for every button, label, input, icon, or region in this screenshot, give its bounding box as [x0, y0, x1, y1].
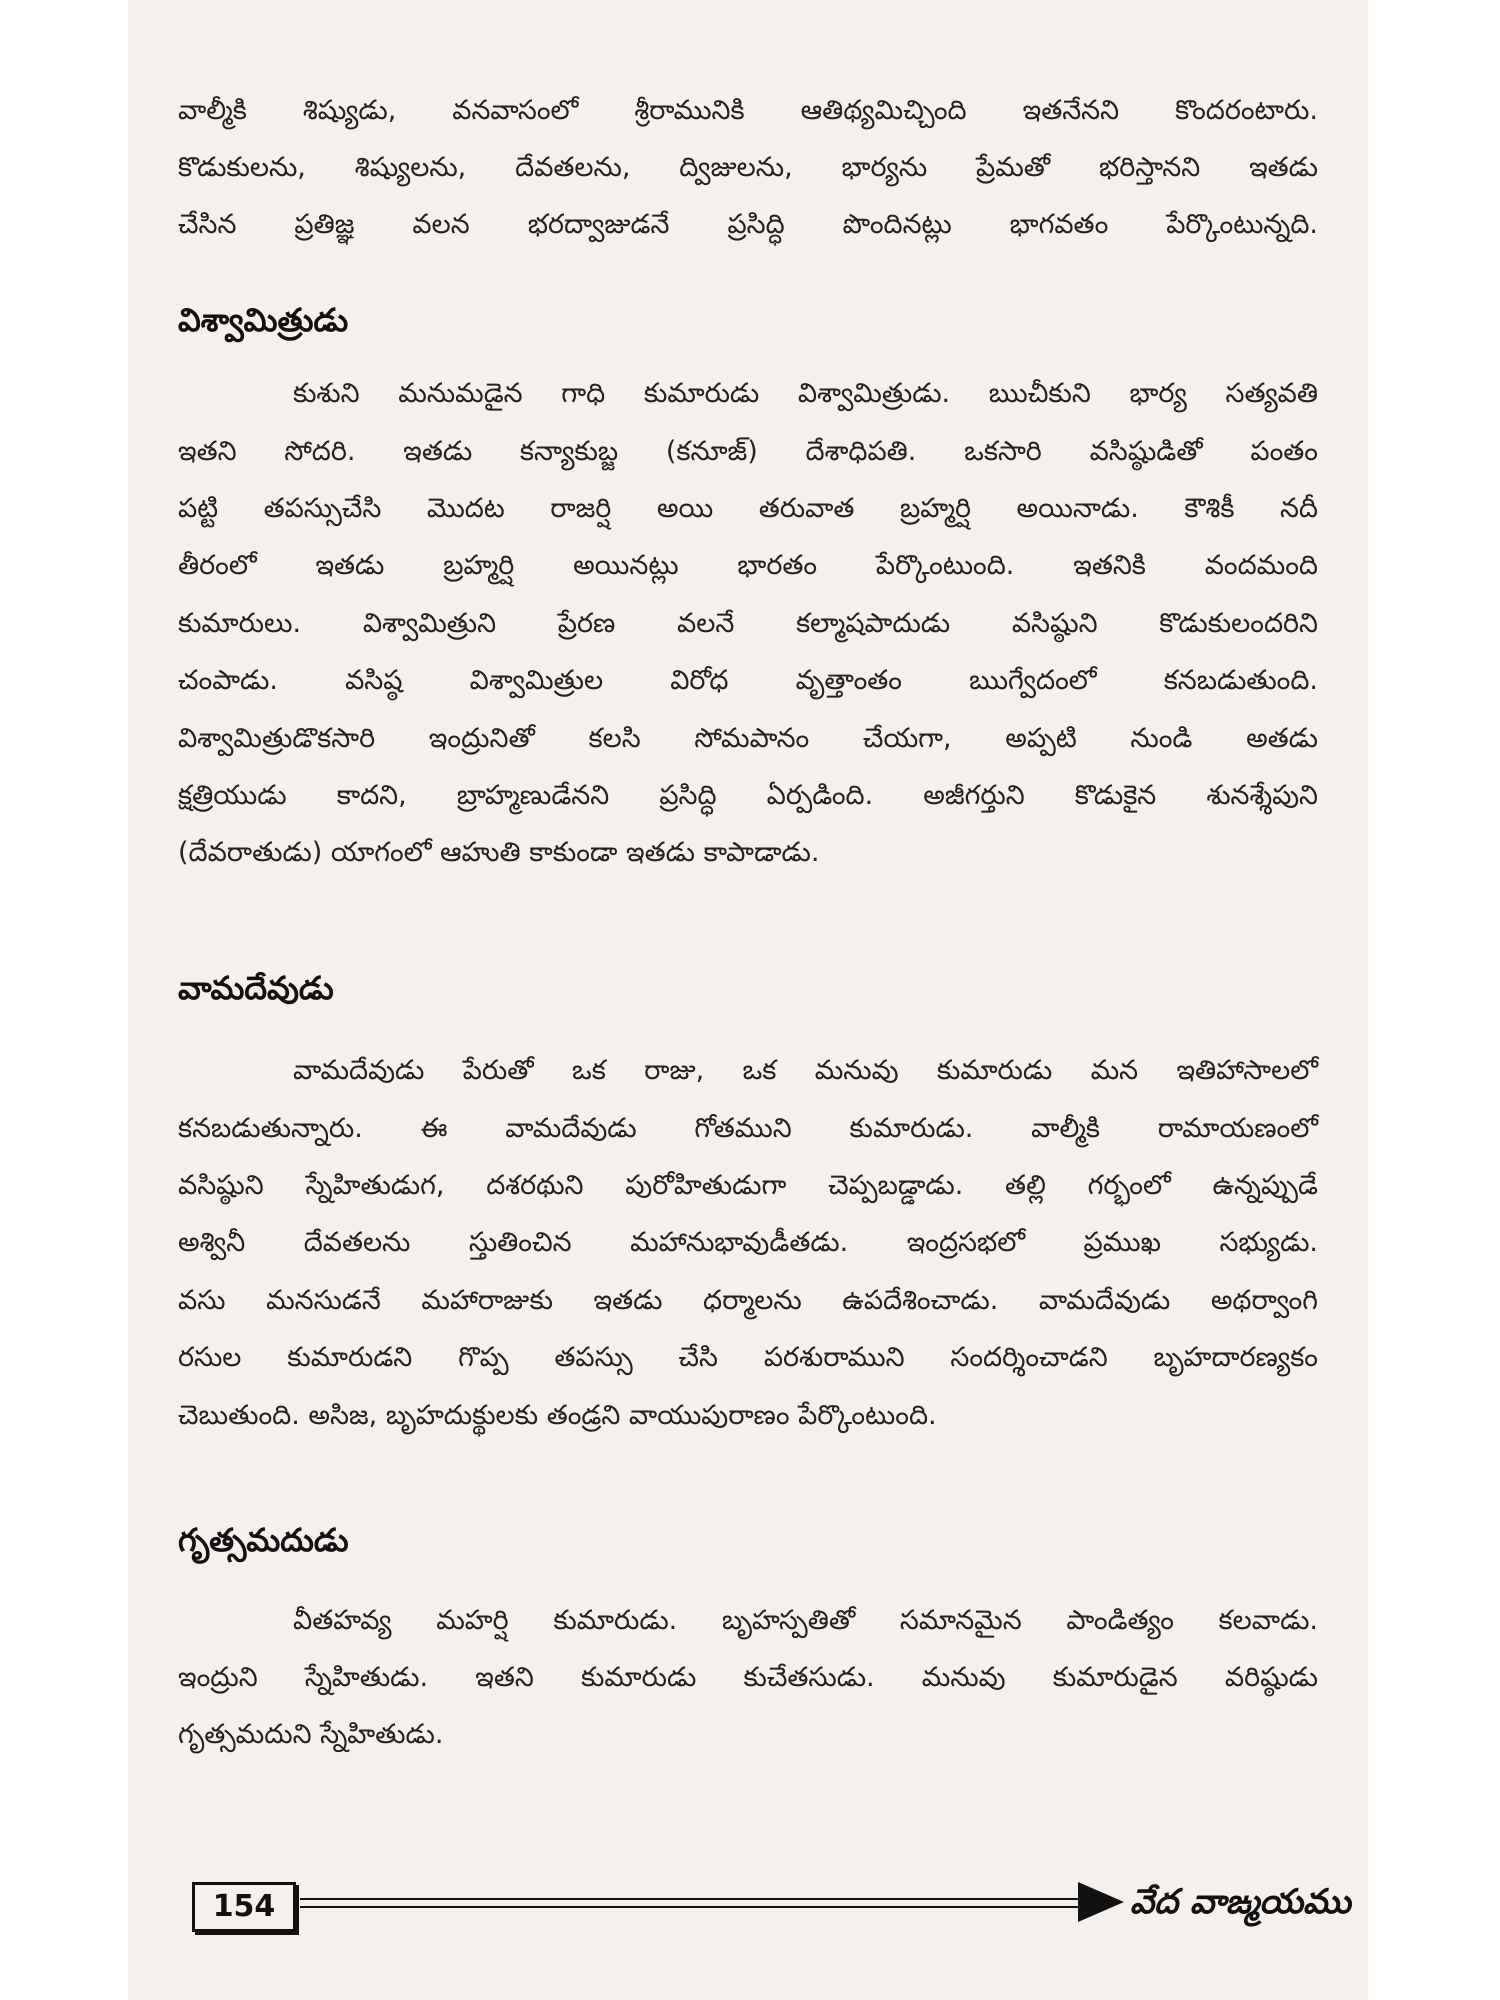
- text-line: చేసిన ప్రతిజ్ఞ వలన భరద్వాజుడనే ప్రసిద్ధి పొందినట్లు భాగవతం పేర్కొంటున్నది.: [178, 209, 1318, 240]
- text-line: కుశుని మనుమడైన గాధి కుమారుడు విశ్వామిత్రుడు. ఋచీకుని భార్య సత్యవతి: [293, 378, 1318, 409]
- text-line: తీరంలో ఇతడు బ్రహ్మర్షి అయినట్లు భారతం పేర్కొంటుంది. ఇతనికి వందమంది: [178, 550, 1318, 581]
- text-line: చెబుతుంది. అసిజ, బృహదుక్థులకు తండ్రని వాయుపురాణం పేర్కొంటుంది.: [178, 1400, 937, 1431]
- text-line: (దేవరాతుడు) యాగంలో ఆహుతి కాకుండా ఇతడు కాపాడాడు.: [178, 837, 820, 868]
- section-heading: గృత్సమదుడు: [178, 1521, 349, 1559]
- text-line: క్షత్రియుడు కాదని, బ్రాహ్మణుడేనని ప్రసిద్ధి ఏర్పడింది. అజీగర్తుని కొడుకైన శునశ్శేపుని: [178, 780, 1318, 811]
- page-footer: [128, 1872, 1368, 1952]
- text-line: కనబడుతున్నారు. ఈ వామదేవుడు గోతముని కుమారుడు. వాల్మీకి రామాయణంలో: [178, 1113, 1318, 1144]
- page-number: 154: [192, 1882, 296, 1932]
- text-line: వాల్మీకి శిష్యుడు, వనవాసంలో శ్రీరామునికి ఆతిథ్యమిచ్చింది ఇతనేనని కొందరంటారు.: [178, 95, 1318, 126]
- text-line: విశ్వామిత్రుడొకసారి ఇంద్రునితో కలసి సోమపానం చేయగా, అప్పటి నుండి అతడు: [178, 723, 1318, 754]
- text-line: వసు మనసుడనే మహారాజుకు ఇతడు ధర్మాలను ఉపదేశించాడు. వామదేవుడు అథర్వాంగి: [178, 1285, 1318, 1316]
- text-line: కొడుకులను, శిష్యులను, దేవతలను, ద్విజులను, భార్యను ప్రేమతో భరిస్తానని ఇతడు: [178, 152, 1318, 183]
- text-line: పట్టి తపస్సుచేసి మొదట రాజర్షి అయి తరువాత బ్రహ్మర్షి అయినాడు. కౌశికీ నదీ: [178, 493, 1318, 524]
- text-line: గృత్సమదుని స్నేహితుడు.: [178, 1719, 444, 1750]
- arrow-line-decoration: [300, 1898, 1080, 1908]
- text-line: ఇతని సోదరి. ఇతడు కన్యాకుబ్జ (కనూజ్) దేశాధిపతి. ఒకసారి వసిష్ఠుడితో పంతం: [178, 436, 1318, 467]
- text-line: రసుల కుమారుడని గొప్ప తపస్సు చేసి పరశురాముని సందర్శించాడని బృహదారణ్యకం: [178, 1342, 1318, 1373]
- text-line: వామదేవుడు పేరుతో ఒక రాజు, ఒక మనువు కుమారుడు మన ఇతిహాసాలలో: [293, 1055, 1318, 1086]
- text-line: అశ్వినీ దేవతలను స్తుతించిన మహానుభావుడీతడు. ఇంద్రసభలో ప్రముఖ సభ్యుడు.: [178, 1227, 1318, 1258]
- text-line: కుమారులు. విశ్వామిత్రుని ప్రేరణ వలనే కల్మాషపాదుడు వసిష్ఠుని కొడుకులందరిని: [178, 608, 1318, 639]
- text-line: ఇంద్రుని స్నేహితుడు. ఇతని కుమారుడు కుచేతసుడు. మనువు కుమారుడైన వరిష్ఠుడు: [178, 1662, 1318, 1693]
- book-title: వేద వాఙ్మయము: [1130, 1882, 1351, 1922]
- arrow-head-icon: [1078, 1882, 1124, 1922]
- book-page: [128, 0, 1368, 2000]
- text-line: వసిష్ఠుని స్నేహితుడుగ, దశరథుని పురోహితుడుగా చెప్పబడ్డాడు. తల్లి గర్భంలో ఉన్నప్పుడే: [178, 1170, 1318, 1201]
- text-line: వీతహవ్య మహర్షి కుమారుడు. బృహస్పతితో సమానమైన పాండిత్యం కలవాడు.: [293, 1605, 1318, 1636]
- section-heading: విశ్వామిత్రుడు: [178, 301, 349, 339]
- text-line: చంపాడు. వసిష్ఠ విశ్వామిత్రుల విరోధ వృత్తాంతం ఋగ్వేదంలో కనబడుతుంది.: [178, 665, 1318, 696]
- section-heading: వామదేవుడు: [178, 969, 334, 1007]
